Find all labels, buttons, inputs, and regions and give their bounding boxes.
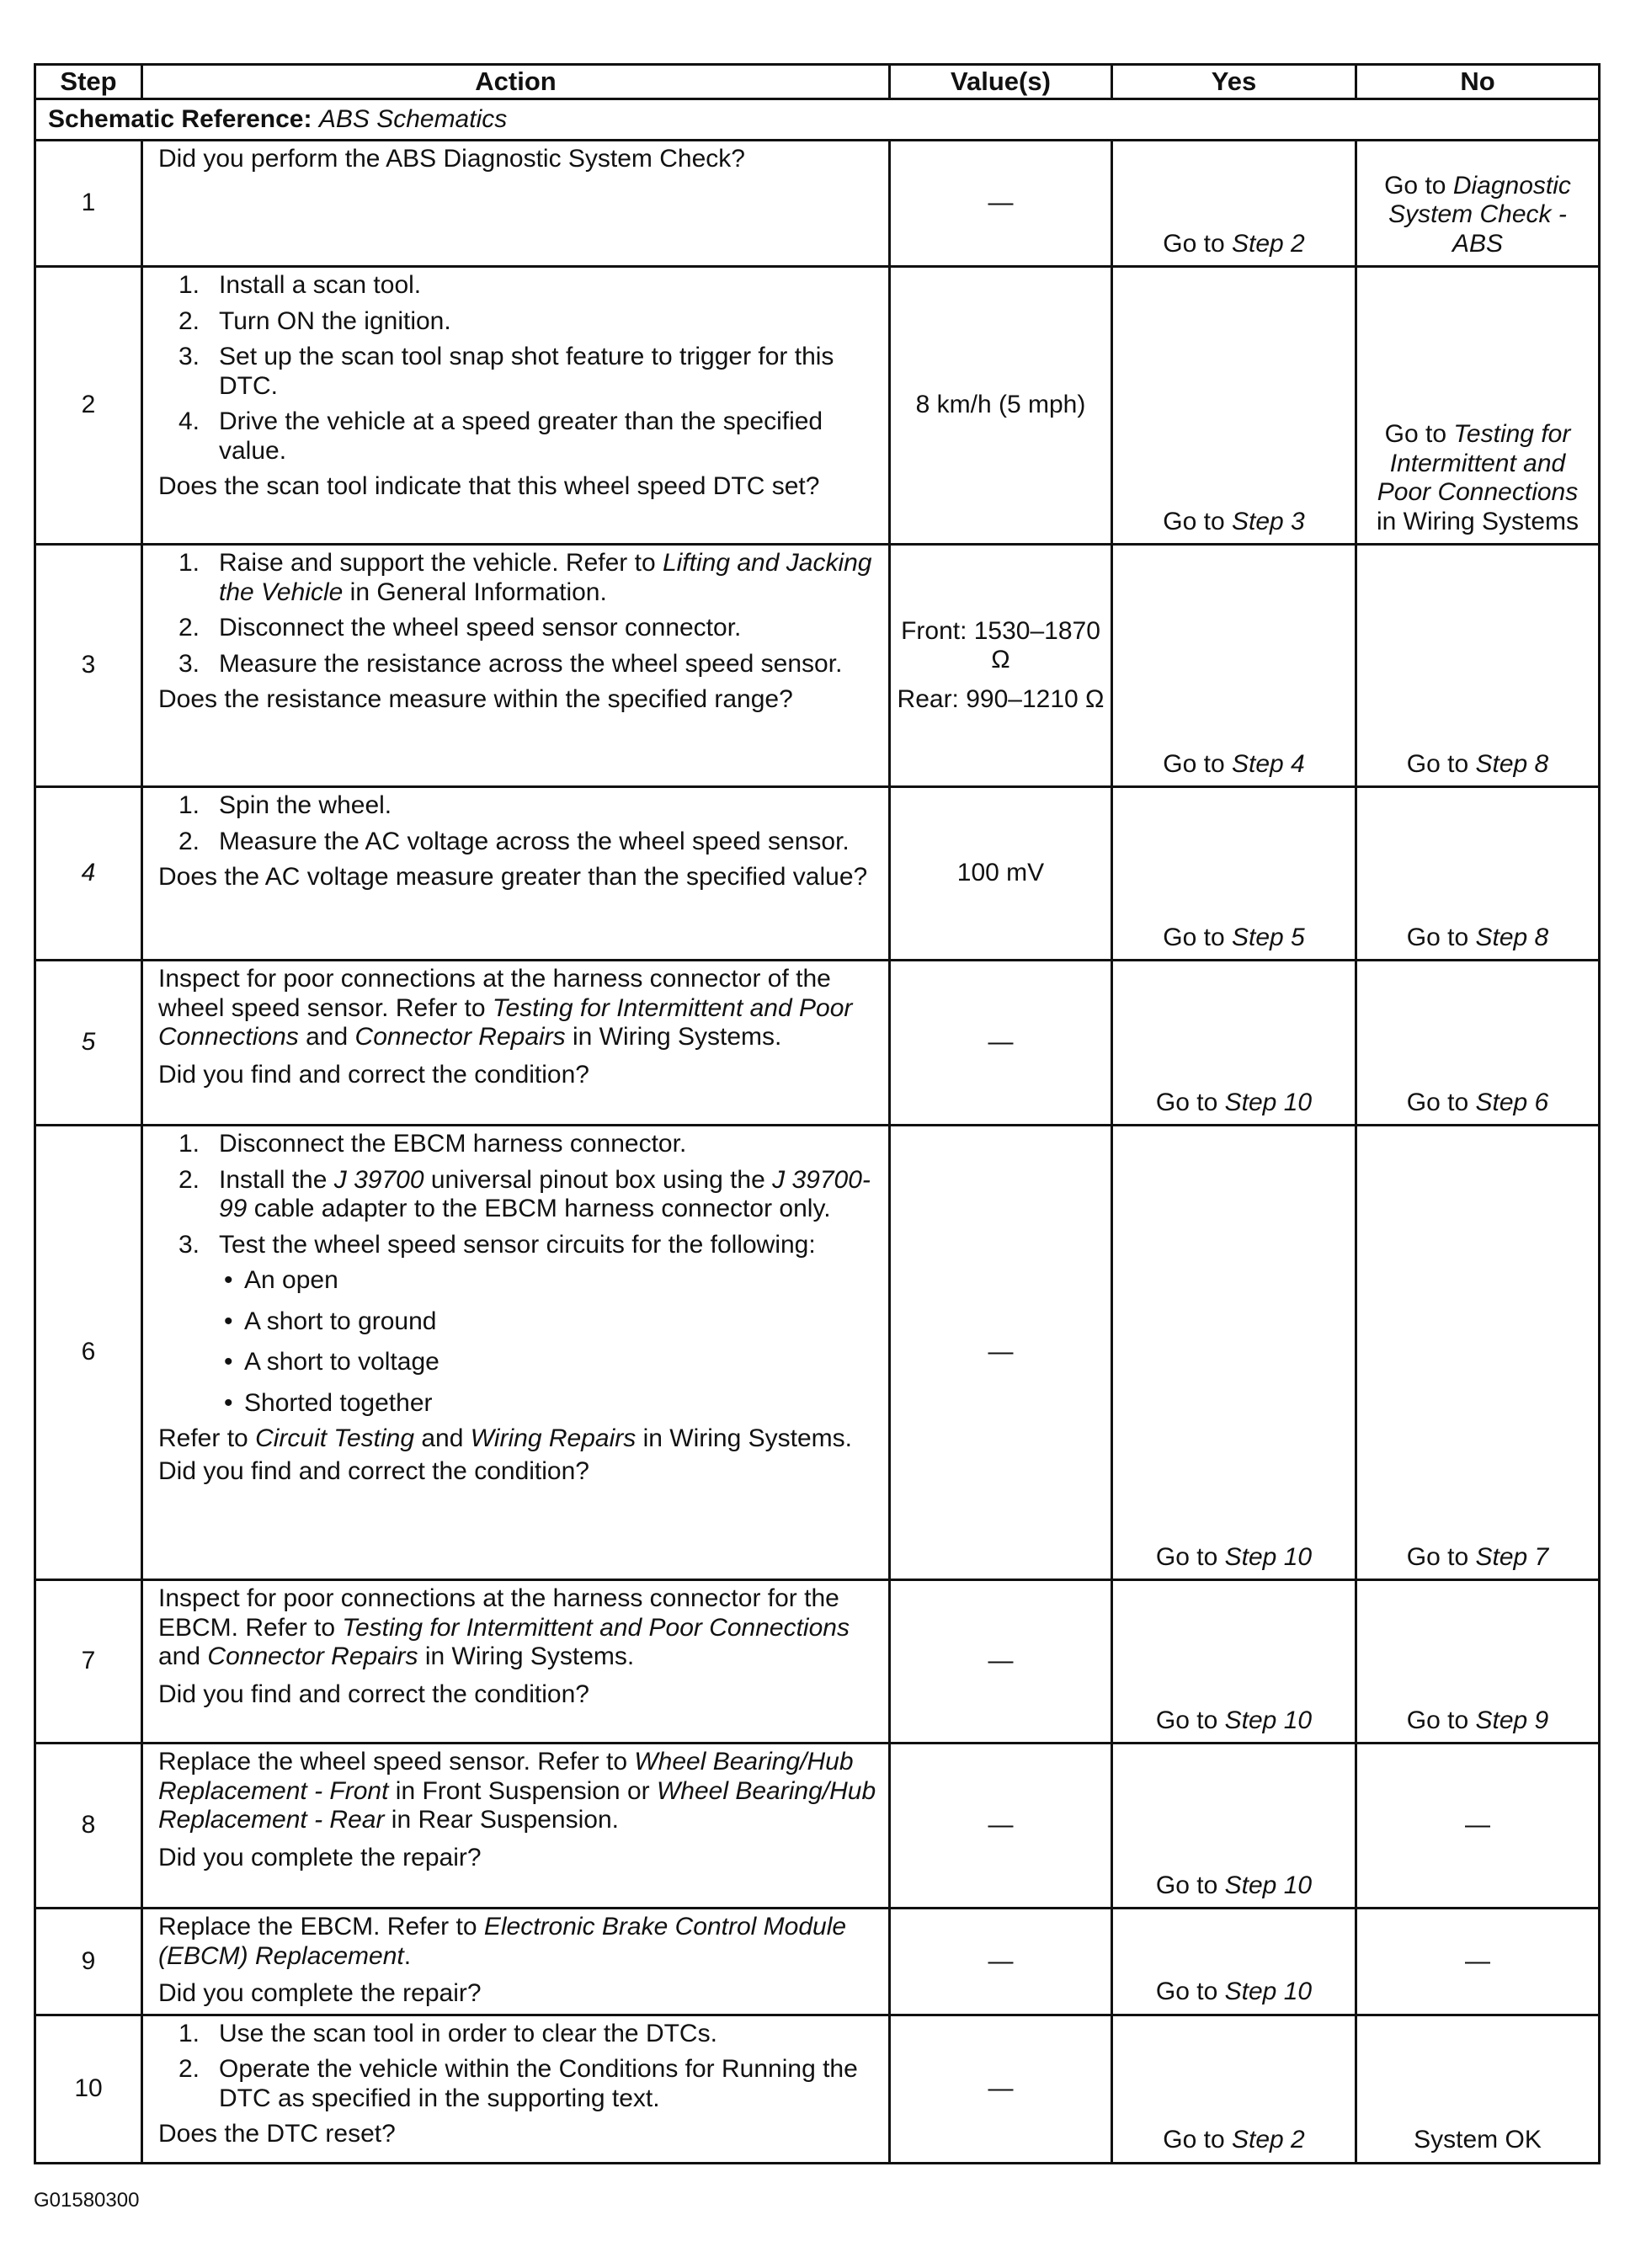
table-row [35,1744,1600,1909]
no-cell [1356,1580,1600,1744]
action-steps [158,549,878,679]
action-text: in Wiring Systems. [424,1642,635,1670]
value-cell: — [890,1126,1112,1580]
action-text: and [158,1642,201,1670]
value-cell: 8 km/h (5 mph) [890,267,1112,545]
yes-link: Step 10 [1224,1706,1313,1734]
action-step-text: Disconnect the wheel speed sensor connector. [219,614,742,642]
action-step-item: 4. Drive the vehicle at a speed greater than the specified value. [178,407,823,465]
step-number: 3 [35,545,142,787]
step-number: 9 [35,1909,142,2015]
action-cell [142,1580,890,1744]
no-cell: System OK [1356,2015,1600,2163]
action-step-text: Spin the wheel. [219,791,392,819]
yes-link: Step 10 [1224,1542,1313,1571]
value-cell: — [890,1744,1112,1909]
yes-prefix: Go to [1155,1706,1218,1734]
action-text: Raise and support the vehicle. Refer to [219,549,656,577]
action-text: in Rear Suspension. [391,1806,619,1834]
no-link: Step 8 [1475,923,1549,951]
table-row [35,267,1600,545]
no-cell [1356,961,1600,1126]
yes-cell [1112,141,1356,267]
yes-cell [1112,961,1356,1126]
action-text: Replace the EBCM. Refer to Electronic Brake Control Module (EBCM) Replacement. [158,1913,847,1970]
yes-link: Step 2 [1231,229,1305,258]
value-cell: — [890,2015,1112,2163]
yes-prefix: Go to [1155,1088,1218,1116]
yes-prefix: Go to [1163,749,1225,778]
action-text [158,965,878,1052]
no-cell: — [1356,1909,1600,2015]
header-row [35,65,1600,99]
step-number: 6 [35,1126,142,1580]
action-text [158,1748,878,1835]
yes-link: Step 10 [1224,1871,1313,1899]
schematic-link: ABS Schematics [318,104,508,133]
action-text: and [421,1424,464,1452]
reference-link: Testing for Intermittent and Poor Connections [158,993,853,1051]
yes-prefix: Go to [1163,923,1225,951]
action-question: Did you find and correct the condition? [158,1680,589,1708]
step-number: 1 [35,141,142,267]
value-cell: — [890,961,1112,1126]
action-step-text: Measure the resistance across the wheel speed sensor. [219,649,843,678]
yes-link: Step 2 [1231,2126,1305,2154]
value-cell: 100 mV [890,787,1112,961]
reference-link: Connector Repairs [207,1642,418,1670]
table-row [35,787,1600,961]
action-text: Replace the EBCM. Refer to [158,1913,477,1941]
reference-link: Circuit Testing [255,1424,415,1452]
yes-cell [1112,545,1356,787]
reference-link: Testing for Intermittent and Poor Connections [342,1613,850,1642]
header-yes: Yes [1112,65,1356,99]
header-values: Value(s) [890,65,1112,99]
action-step-text: Install a scan tool. [219,271,422,299]
yes-cell [1112,2015,1356,2163]
figure-id: G01580300 [34,2189,140,2212]
yes-cell [1112,1744,1356,1909]
action-step-item: 2. Turn ON the ignition. [178,306,451,335]
tool-reference: J 39700-99 [219,1165,871,1222]
yes-cell [1112,267,1356,545]
action-step-item: 2. Install the J 39700 universal pinout box using the J 39700-99 cable adapter to the EBCM harness connector only. [178,1165,871,1222]
value-front: Front: 1530–1870 Ω [901,616,1100,674]
action-step-item: 1. Spin the wheel. [178,791,392,819]
action-step-item: 2. Disconnect the wheel speed sensor connector. [178,614,742,642]
table-row [35,961,1600,1126]
no-cell [1356,787,1600,961]
no-suffix: in Wiring Systems [1376,507,1579,535]
no-link: Step 6 [1475,1088,1549,1116]
action-text: universal pinout box using the [430,1165,765,1194]
schematic-reference [35,99,1600,141]
action-question: Did you find and correct the condition? [158,1060,589,1089]
action-text [158,1584,878,1672]
diagnostic-table [34,63,1601,2164]
action-cell [142,545,890,787]
action-step-text: Test the wheel speed sensor circuits for the following: [219,1230,816,1259]
bullet-item: • An open [219,1266,878,1296]
reference-link: Wheel Bearing/Hub Replacement - Rear [158,1776,876,1834]
bullet-item: • Shorted together [219,1389,878,1419]
no-link: Testing for Intermittent and Poor Connections [1377,420,1579,506]
action-text: in General Information. [349,578,607,606]
yes-prefix: Go to [1163,2126,1225,2154]
action-cell [142,141,890,267]
action-question: Did you complete the repair? [158,1843,482,1871]
action-question: Did you perform the ABS Diagnostic System Check? [158,145,745,173]
action-step-item: 2. Measure the AC voltage across the wheel speed sensor. [178,827,850,855]
step-number: 7 [35,1580,142,1744]
action-text: cable adapter to the EBCM harness connector only. [253,1195,831,1222]
action-step-text: Operate the vehicle within the Conditions for Running the DTC as specified in the supporting text. [219,2055,858,2112]
action-text: in Wiring Systems. [573,1023,782,1051]
action-question: Does the AC voltage measure greater than the specified value? [158,863,868,891]
no-prefix: Go to [1406,923,1469,951]
no-prefix: Go to [1406,1542,1469,1571]
action-step-item: 1. Raise and support the vehicle. Refer to Lifting and Jacking the Vehicle in General Information. [178,549,872,606]
header-step: Step [35,65,142,99]
action-step-item: 3. Measure the resistance across the wheel speed sensor. [178,649,843,678]
no-prefix: Go to [1406,749,1469,778]
action-cell [142,1744,890,1909]
action-step-text: Turn ON the ignition. [219,306,451,335]
schematic-label: Schematic Reference: [48,104,312,133]
action-cell [142,267,890,545]
yes-cell [1112,787,1356,961]
action-cell [142,1126,890,1580]
no-link: Step 9 [1475,1706,1549,1734]
tool-reference: J 39700 [333,1165,424,1194]
action-step-item: 2. Operate the vehicle within the Conditions for Running the DTC as specified in the supporting text. [178,2055,858,2112]
step-number: 10 [35,2015,142,2163]
no-prefix: Go to [1384,171,1446,200]
action-text: Install the [219,1165,328,1194]
no-link: Step 7 [1475,1542,1549,1571]
no-prefix: Go to [1406,1088,1469,1116]
value-cell: — [890,1909,1112,2015]
yes-cell [1112,1909,1356,2015]
table-row [35,2015,1600,2163]
reference-link: Connector Repairs [354,1023,566,1051]
action-steps [158,1130,878,1418]
reference-link: Wiring Repairs [470,1424,637,1452]
action-text: Inspect for poor connections at the harness connector of the wheel speed sensor. Refer to [158,965,831,1022]
yes-link: Step 5 [1231,923,1305,951]
action-step-text: Use the scan tool in order to clear the DTCs. [219,2019,717,2047]
action-question: Did you find and correct the condition? [158,1456,589,1485]
bullet-list [219,1266,878,1418]
yes-prefix: Go to [1155,1871,1218,1899]
action-cell [142,787,890,961]
yes-link: Step 10 [1224,1088,1313,1116]
action-steps [158,2020,878,2114]
action-text: in Front Suspension or [395,1776,650,1805]
yes-cell [1112,1126,1356,1580]
yes-link: Step 10 [1224,1978,1313,2005]
action-step-text: Drive the vehicle at a speed greater than the specified value. [219,407,823,465]
header-no: No [1356,65,1600,99]
action-step-item: 1. Install a scan tool. [178,271,422,299]
action-steps [158,271,878,466]
no-cell [1356,545,1600,787]
bullet-item: • A short to ground [219,1307,878,1337]
value-cell: — [890,1580,1112,1744]
yes-link: Step 4 [1231,749,1305,778]
action-text [158,1424,878,1454]
action-steps [158,791,878,856]
action-question: Does the resistance measure within the specified range? [158,685,793,713]
action-text: in Wiring Systems. [642,1424,852,1452]
table-row [35,1580,1600,1744]
action-text: and [306,1023,349,1051]
table-row [35,545,1600,787]
no-prefix: Go to [1384,420,1447,448]
table-row [35,141,1600,267]
no-link: Diagnostic System Check - ABS [1388,171,1571,258]
yes-prefix: Go to [1155,1542,1218,1571]
action-text: Inspect for poor connections at the harness connector for the EBCM. Refer to [158,1584,839,1642]
header-action: Action [142,65,890,99]
no-cell: — [1356,1744,1600,1909]
no-prefix: Go to [1406,1706,1469,1734]
no-cell [1356,1126,1600,1580]
step-number: 8 [35,1744,142,1909]
yes-link: Step 3 [1231,507,1305,535]
step-number: 5 [35,961,142,1126]
value-cell [890,545,1112,787]
action-question: Does the scan tool indicate that this wheel speed DTC set? [158,472,820,500]
action-cell [142,2015,890,2163]
yes-cell [1112,1580,1356,1744]
action-step-text: Set up the scan tool snap shot feature to trigger for this DTC. [219,343,834,400]
yes-prefix: Go to [1163,229,1225,258]
action-text: Refer to [158,1424,248,1452]
step-number: 4 [35,787,142,961]
action-step-item: 1. Use the scan tool in order to clear the DTCs. [178,2019,717,2047]
step-number: 2 [35,267,142,545]
action-step-text: Disconnect the EBCM harness connector. [219,1130,687,1158]
action-cell [142,961,890,1126]
yes-prefix: Go to [1163,507,1225,535]
reference-link: Wheel Bearing/Hub Replacement - Front [158,1748,854,1805]
table-row [35,1909,1600,2015]
no-cell [1356,267,1600,545]
value-rear: Rear: 990–1210 Ω [897,684,1105,713]
action-step-item: 1. Disconnect the EBCM harness connector. [178,1130,687,1158]
action-question: Does the DTC reset? [158,2120,396,2148]
reference-link: Electronic Brake Control Module (EBCM) Replacement [158,1913,847,1970]
action-step-item: 3. Set up the scan tool snap shot feature to trigger for this DTC. [178,343,834,400]
no-cell [1356,141,1600,267]
action-text: Replace the wheel speed sensor. Refer to [158,1748,628,1776]
action-question: Did you complete the repair? [158,1979,482,2007]
schematic-reference-row [35,99,1600,141]
no-link: Step 8 [1475,749,1549,778]
bullet-item: • A short to voltage [219,1348,878,1377]
yes-prefix: Go to [1155,1978,1218,2005]
reference-link: Lifting and Jacking the Vehicle [219,549,872,606]
table-row [35,1126,1600,1580]
action-cell [142,1909,890,2015]
action-step-item: 3. Test the wheel speed sensor circuits for the following: • An open • A short to ground • A short to voltage • Shorted together [158,1231,878,1419]
action-step-text: Measure the AC voltage across the wheel speed sensor. [219,827,850,855]
value-cell: — [890,141,1112,267]
